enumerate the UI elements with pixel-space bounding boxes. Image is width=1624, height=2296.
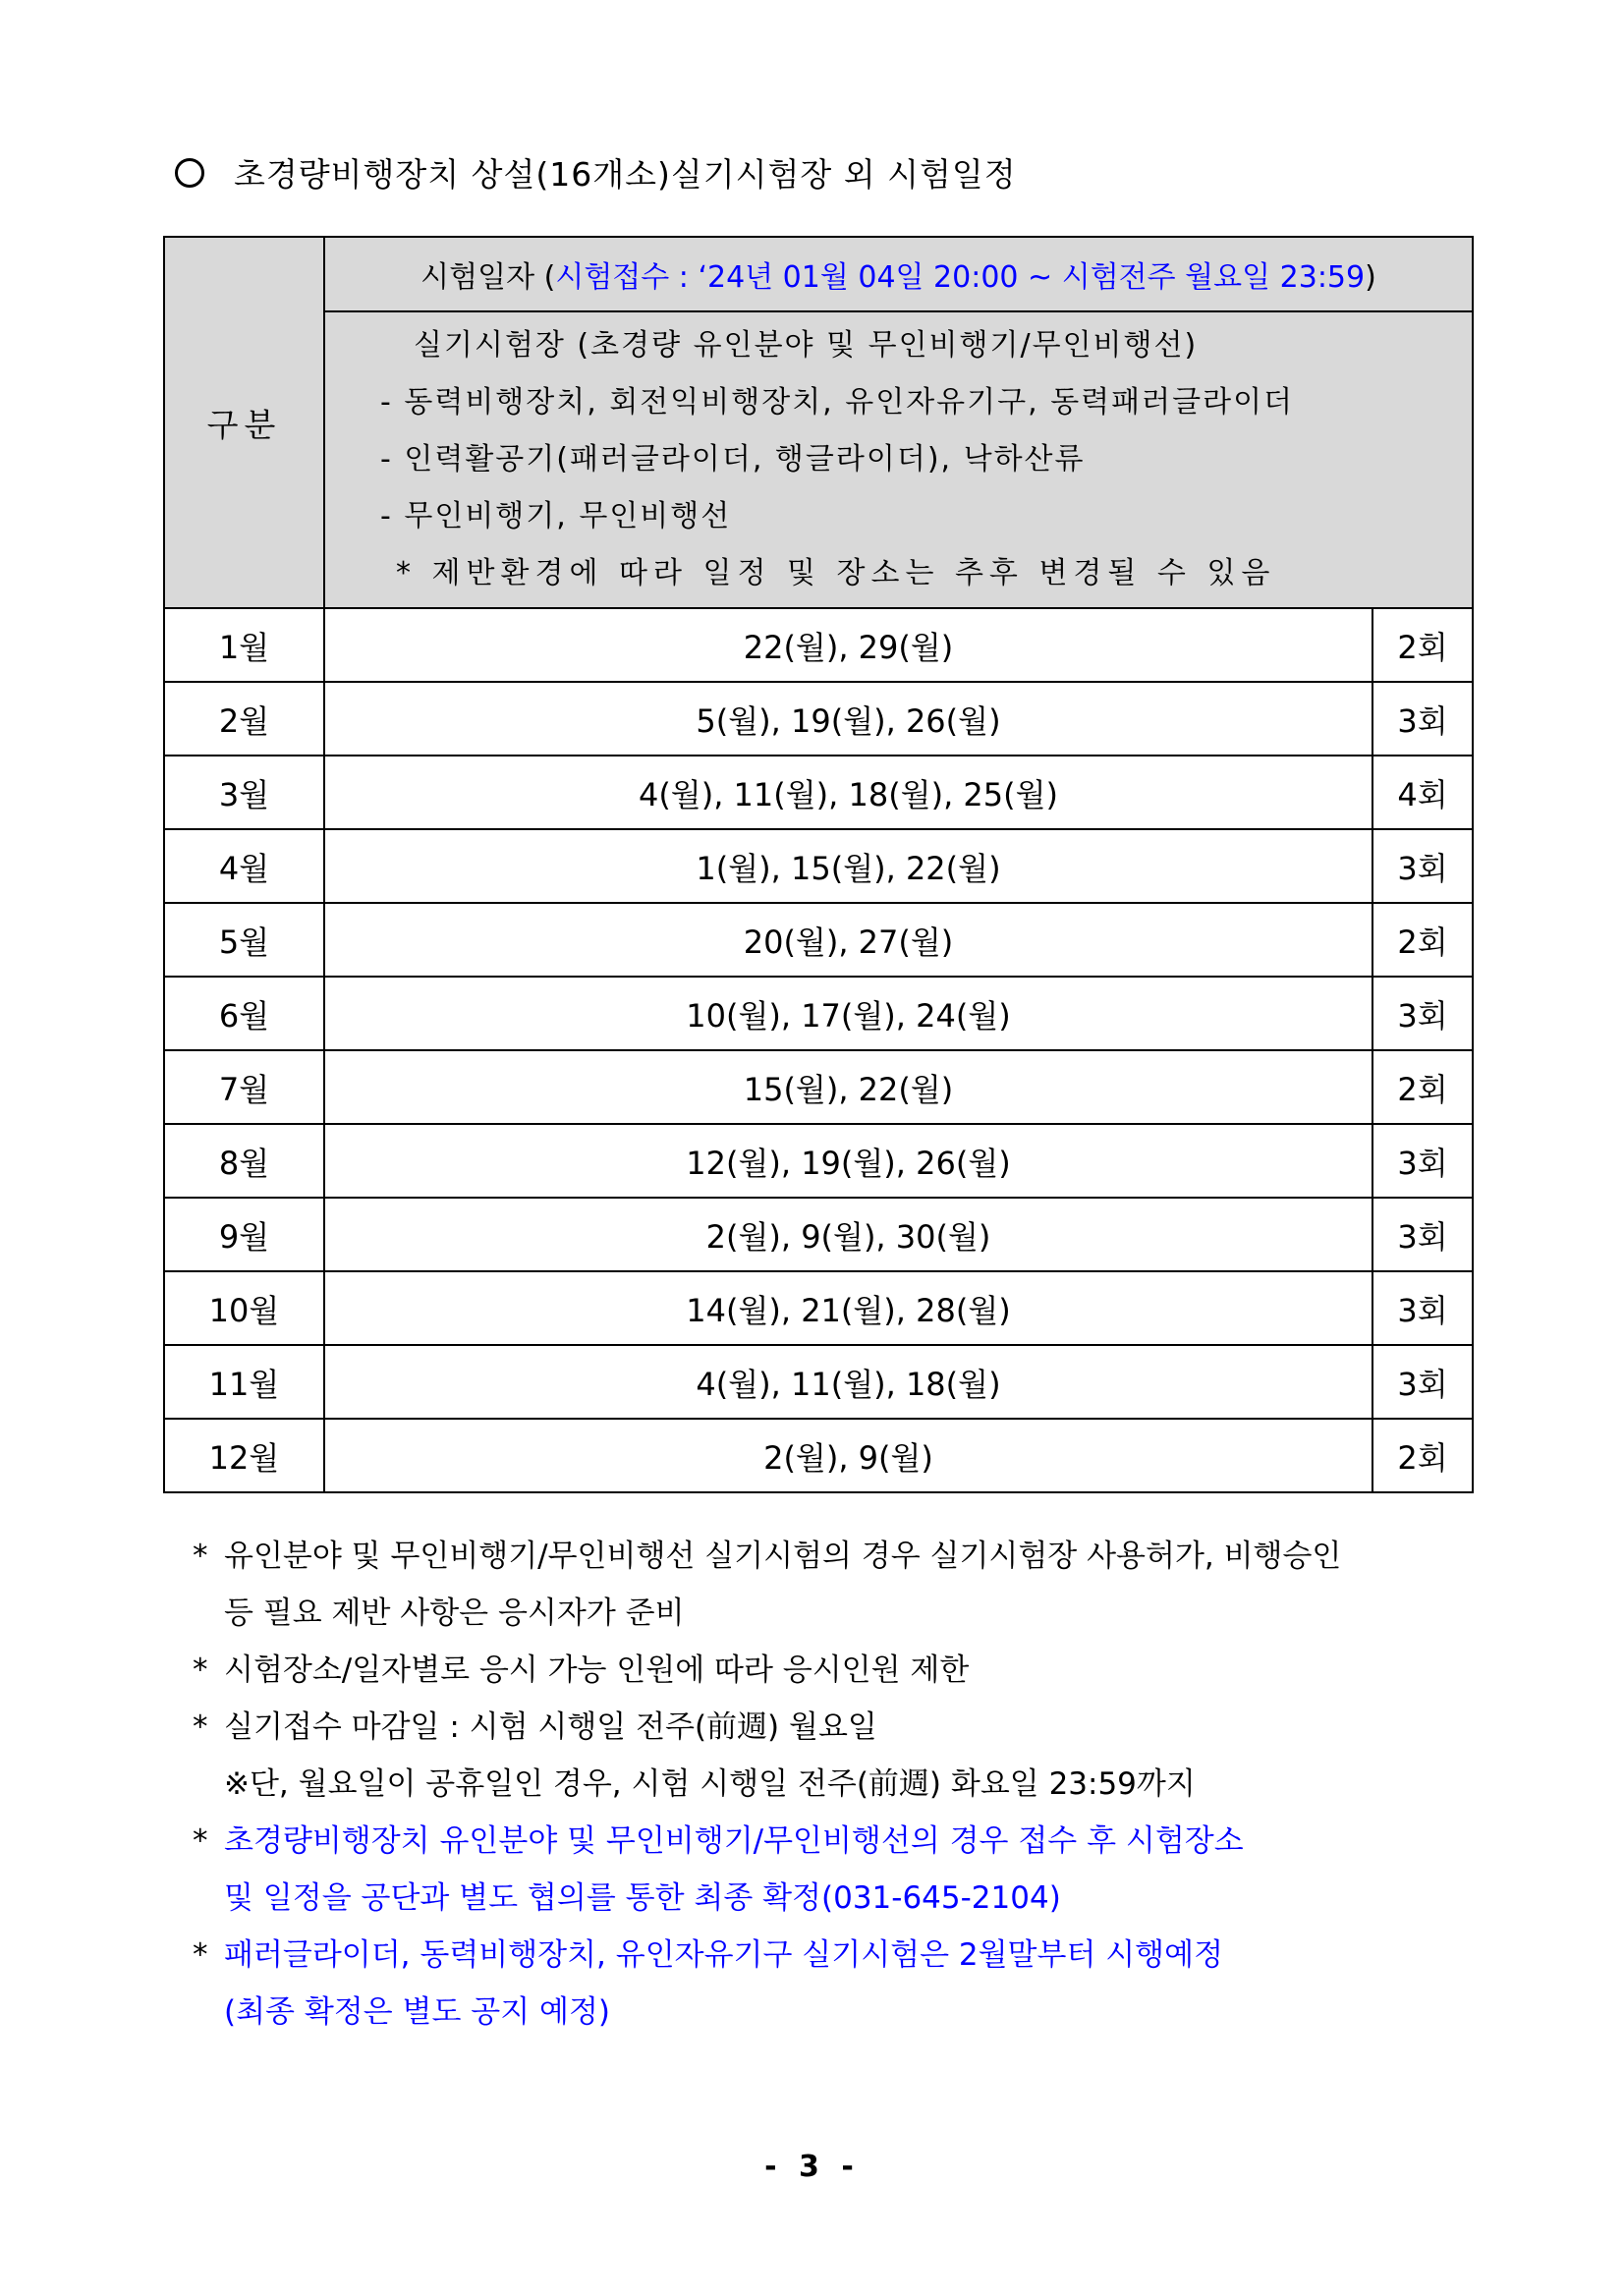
count-cell: 3회 (1372, 1198, 1473, 1271)
page-number: - 3 - (764, 2150, 860, 2184)
note-item (185, 1813, 1482, 1927)
month-cell: 9월 (164, 1198, 324, 1271)
note-item (185, 1927, 1482, 2041)
registration-period: 시험접수 : ‘24년 01월 04일 20:00 ~ 시험전주 월요일 23:59 (555, 260, 1366, 295)
schedule-row (164, 608, 1473, 682)
venue-item-glider: - 인력활공기(패러글라이더, 행글라이더), 낙하산류 (380, 442, 1086, 476)
count-cell: 2회 (1372, 1419, 1473, 1492)
count-cell: 4회 (1372, 756, 1473, 829)
note-text: 시험장소/일자별로 응시 가능 인원에 따라 응시인원 제한 (224, 1652, 970, 1688)
note-text: 패러글라이더, 동력비행장치, 유인자유기구 실기시험은 2월말부터 시행예정 (224, 1937, 1224, 1973)
exam-date-header (324, 237, 1473, 311)
section-heading (175, 149, 1017, 196)
month-cell: 12월 (164, 1419, 324, 1492)
month-cell: 4월 (164, 829, 324, 903)
schedule-row (164, 977, 1473, 1050)
dates-cell: 4(월), 11(월), 18(월) (324, 1345, 1372, 1419)
schedule-row (164, 1198, 1473, 1271)
notes (185, 1528, 1482, 2041)
note-text: 초경량비행장치 유인분야 및 무인비행기/무인비행선의 경우 접수 후 시험장소 (224, 1823, 1244, 1859)
dates-cell: 12(월), 19(월), 26(월) (324, 1124, 1372, 1198)
dates-cell: 4(월), 11(월), 18(월), 25(월) (324, 756, 1372, 829)
venue-notice: * 제반환경에 따라 일정 및 장소는 추후 변경될 수 있음 (396, 556, 1276, 590)
note-subtext: ※단, 월요일이 공휴일인 경우, 시험 시행일 전주(前週) 화요일 23:59까지 (224, 1766, 1196, 1802)
asterisk-icon: * (193, 1823, 208, 1859)
count-cell: 2회 (1372, 903, 1473, 977)
venue-header (324, 311, 1473, 608)
month-cell: 1월 (164, 608, 324, 682)
note-text: 유인분야 및 무인비행기/무인비행선 실기시험의 경우 실기시험장 사용허가, 비행승인 (224, 1539, 1342, 1574)
month-cell: 3월 (164, 756, 324, 829)
asterisk-icon: * (193, 1709, 208, 1745)
note-item (185, 1528, 1482, 1642)
note-item (185, 1642, 1482, 1699)
month-cell: 7월 (164, 1050, 324, 1124)
schedule-row (164, 1419, 1473, 1492)
dates-cell: 10(월), 17(월), 24(월) (324, 977, 1372, 1050)
schedule-row (164, 756, 1473, 829)
count-cell: 2회 (1372, 608, 1473, 682)
venue-item-powered: - 동력비행장치, 회전익비행장치, 유인자유기구, 동력패러글라이더 (380, 385, 1295, 420)
count-cell: 3회 (1372, 1124, 1473, 1198)
exam-schedule-table (163, 236, 1474, 1493)
dates-cell: 2(월), 9(월), 30(월) (324, 1198, 1372, 1271)
schedule-row (164, 903, 1473, 977)
month-cell: 11월 (164, 1345, 324, 1419)
count-cell: 3회 (1372, 829, 1473, 903)
dates-cell: 15(월), 22(월) (324, 1050, 1372, 1124)
note-text: (최종 확정은 별도 공지 예정) (224, 1994, 611, 2030)
exam-date-header-suffix: ) (1365, 260, 1376, 295)
note-text: 등 필요 제반 사항은 응시자가 준비 (224, 1596, 685, 1631)
schedule-row (164, 1345, 1473, 1419)
dates-cell: 14(월), 21(월), 28(월) (324, 1271, 1372, 1345)
dates-cell: 20(월), 27(월) (324, 903, 1372, 977)
count-cell: 2회 (1372, 1050, 1473, 1124)
dates-cell: 22(월), 29(월) (324, 608, 1372, 682)
asterisk-icon: * (193, 1539, 208, 1574)
month-cell: 8월 (164, 1124, 324, 1198)
note-item (185, 1699, 1482, 1813)
month-cell: 2월 (164, 682, 324, 756)
count-cell: 3회 (1372, 1271, 1473, 1345)
asterisk-icon: * (193, 1937, 208, 1973)
note-text: 및 일정을 공단과 별도 협의를 통한 최종 확정(031-645-2104) (224, 1880, 1061, 1916)
exam-date-header-prefix: 시험일자 ( (420, 260, 556, 295)
venue-title: 실기시험장 (초경량 유인분야 및 무인비행기/무인비행선) (414, 328, 1199, 363)
schedule-row (164, 1124, 1473, 1198)
dates-cell: 1(월), 15(월), 22(월) (324, 829, 1372, 903)
asterisk-icon: * (193, 1652, 208, 1688)
count-cell: 3회 (1372, 682, 1473, 756)
dates-cell: 2(월), 9(월) (324, 1419, 1372, 1492)
month-cell: 5월 (164, 903, 324, 977)
gubun-header: 구분 (164, 237, 324, 608)
circle-bullet-icon (175, 158, 204, 188)
month-cell: 6월 (164, 977, 324, 1050)
venue-item-unmanned: - 무인비행기, 무인비행선 (380, 499, 732, 533)
schedule-row (164, 682, 1473, 756)
schedule-row (164, 829, 1473, 903)
month-cell: 10월 (164, 1271, 324, 1345)
schedule-row (164, 1271, 1473, 1345)
count-cell: 3회 (1372, 1345, 1473, 1419)
dates-cell: 5(월), 19(월), 26(월) (324, 682, 1372, 756)
section-heading-text: 초경량비행장치 상설(16개소)실기시험장 외 시험일정 (234, 155, 1017, 194)
note-text: 실기접수 마감일 : 시험 시행일 전주(前週) 월요일 (224, 1709, 877, 1745)
count-cell: 3회 (1372, 977, 1473, 1050)
schedule-row (164, 1050, 1473, 1124)
